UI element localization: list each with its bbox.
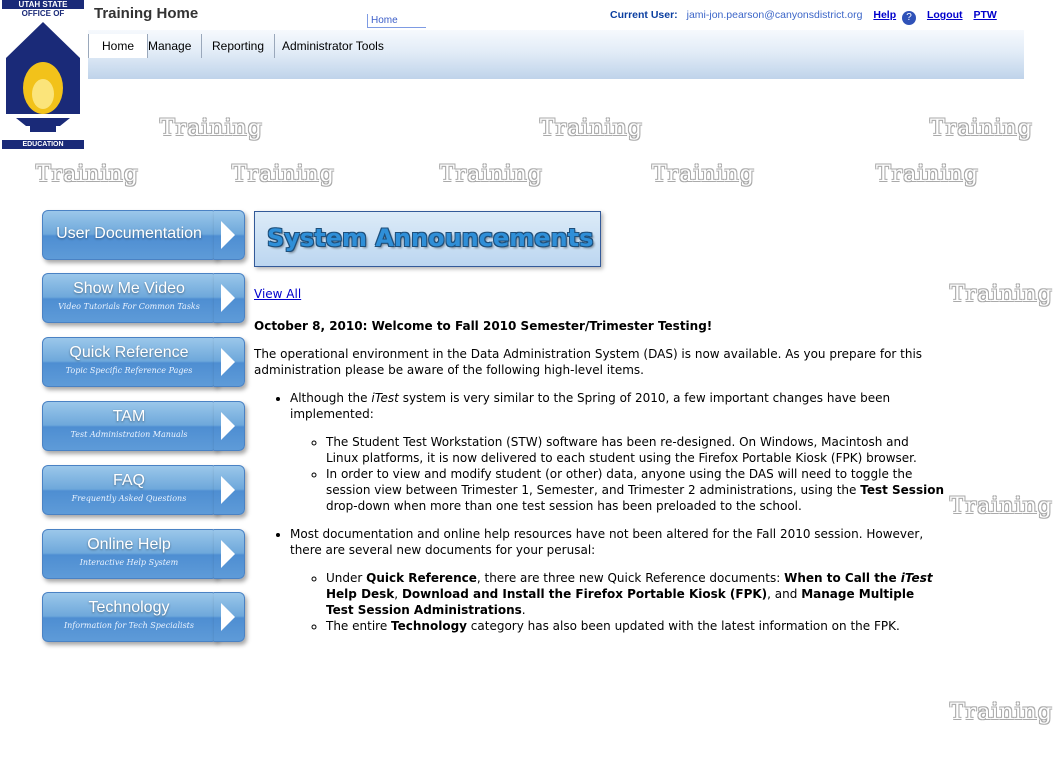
sub-list: [290, 570, 944, 634]
tab-administrator-tools[interactable]: Administrator Tools: [282, 39, 384, 53]
sidebar-item-title: Quick Reference: [69, 344, 189, 361]
list-item: ◦ The Student Test Workstation (STW) software has been re-designed. On Windows, Macintosh and Linux platforms, it is now delivered to each student using the Firefox Portable Kiosk (FPK) browser.: [326, 434, 944, 466]
sidebar-item-title: Technology: [88, 599, 170, 616]
watermark: Training: [440, 162, 543, 187]
sidebar-quick-reference[interactable]: [42, 337, 244, 387]
sidebar-item-title: User Documentation: [56, 225, 202, 242]
breadcrumb[interactable]: Home: [367, 14, 426, 28]
announcement-headline: October 8, 2010: Welcome to Fall 2010 Semester/Trimester Testing!: [254, 319, 713, 333]
announcement-content: [254, 286, 944, 646]
tab-manage[interactable]: Manage: [138, 34, 202, 58]
app-title: Training Home: [94, 5, 199, 22]
main-nav: [88, 30, 1024, 79]
sub-list: [290, 434, 944, 514]
list-item: • Most documentation and online help resources have not been altered for the Fall 2010 session. However, there are several new documents for your perusal: ◦ Under Quick Reference, there are three new Quick Reference documents: When to Call the iTest Help Desk, Download and Install the Firefox Portable Kiosk (FPK), and Manage Multiple Test Session Administrations. ◦ The entire Technology category has also been updated with the latest information on the FPK.: [290, 526, 944, 634]
watermark: Training: [540, 116, 643, 141]
current-user-label: Current User:: [610, 9, 678, 21]
announcement-list: [254, 390, 944, 634]
sidebar-tam[interactable]: [42, 401, 244, 451]
arrow-right-icon: [214, 337, 245, 387]
arrow-right-icon: [214, 529, 245, 579]
arrow-right-icon: [214, 465, 245, 515]
current-user-email: jami-jon.pearson@canyonsdistrict.org: [686, 9, 863, 21]
sidebar-item-title: TAM: [112, 408, 146, 425]
sidebar-item-title: Show Me Video: [73, 280, 185, 297]
watermark: Training: [950, 282, 1053, 307]
sidebar-user-documentation[interactable]: [42, 210, 244, 260]
watermark: Training: [876, 162, 979, 187]
logo-line-2: OFFICE OF: [21, 9, 65, 18]
announcements-banner: [254, 211, 601, 267]
list-item: ◦ Under Quick Reference, there are three new Quick Reference documents: When to Call the iTest Help Desk, Download and Install the Firefox Portable Kiosk (FPK), and Manage Multiple Test Session Administrations.: [326, 570, 944, 618]
sidebar-item-subtitle: Information for Tech Specialists: [63, 621, 194, 630]
list-item: ◦ The entire Technology category has also been updated with the latest information on the FPK.: [326, 618, 944, 634]
logout-link[interactable]: Logout: [926, 9, 963, 21]
logo-line-3: EDUCATION: [2, 140, 84, 149]
sidebar-item-subtitle: Interactive Help System: [79, 558, 179, 567]
watermark: Training: [950, 700, 1053, 725]
watermark: Training: [930, 116, 1033, 141]
tab-home[interactable]: Home: [88, 34, 148, 58]
sidebar-faq[interactable]: [42, 465, 244, 515]
logo-line-1: UTAH STATE: [2, 0, 84, 9]
list-item: ◦ In order to view and modify student (or other) data, anyone using the DAS will need to toggle the session view between Trimester 1, Semester, and Trimester 2 administrations, using the Test Session drop-down when more than one test session has been preloaded to the school.: [326, 466, 944, 514]
watermark: Training: [232, 162, 335, 187]
arrow-right-icon: [214, 401, 245, 451]
list-item: • Although the iTest system is very similar to the Spring of 2010, a few important changes have been implemented: ◦ The Student Test Workstation (STW) software has been re-designed. On Windows, Macintosh and Linux platforms, it is now delivered to each student using the Firefox Portable Kiosk (FPK) browser. ◦ In order to view and modify student (or other) data, anyone using the DAS will need to toggle the session view between Trimester 1, Semester, and Trimester 2 administrations, using the Test Session drop-down when more than one test session has been preloaded to the school.: [290, 390, 944, 514]
arrow-right-icon: [214, 210, 245, 260]
sidebar-item-subtitle: Test Administration Manuals: [70, 430, 188, 439]
help-icon[interactable]: ?: [902, 11, 916, 25]
view-all-link[interactable]: View All: [254, 287, 302, 301]
announcement-intro: The operational environment in the Data Administration System (DAS) is now available. As you prepare for this administration please be aware of the following high-level items.: [254, 347, 923, 377]
announcements-title: System Announcements: [267, 224, 594, 252]
arrow-right-icon: [214, 273, 245, 323]
watermark: Training: [36, 162, 139, 187]
tab-reporting[interactable]: Reporting: [202, 34, 275, 58]
watermark: Training: [950, 494, 1053, 519]
sidebar-item-title: FAQ: [112, 472, 145, 489]
help-link[interactable]: Help: [873, 9, 897, 21]
sidebar-item-subtitle: Frequently Asked Questions: [71, 494, 187, 503]
watermark: Training: [160, 116, 263, 141]
sidebar-show-me-video[interactable]: [42, 273, 244, 323]
usoe-logo: [0, 0, 84, 160]
sidebar-online-help[interactable]: [42, 529, 244, 579]
watermark: Training: [652, 162, 755, 187]
sidebar-item-subtitle: Topic Specific Reference Pages: [65, 366, 193, 375]
sidebar-technology[interactable]: [42, 592, 244, 642]
arrow-right-icon: [214, 592, 245, 642]
ptw-link[interactable]: PTW: [973, 9, 997, 21]
sidebar-item-subtitle: Video Tutorials For Common Tasks: [58, 302, 200, 311]
user-bar: [610, 9, 997, 25]
torch-icon: [2, 18, 84, 140]
sidebar-item-title: Online Help: [87, 536, 171, 553]
